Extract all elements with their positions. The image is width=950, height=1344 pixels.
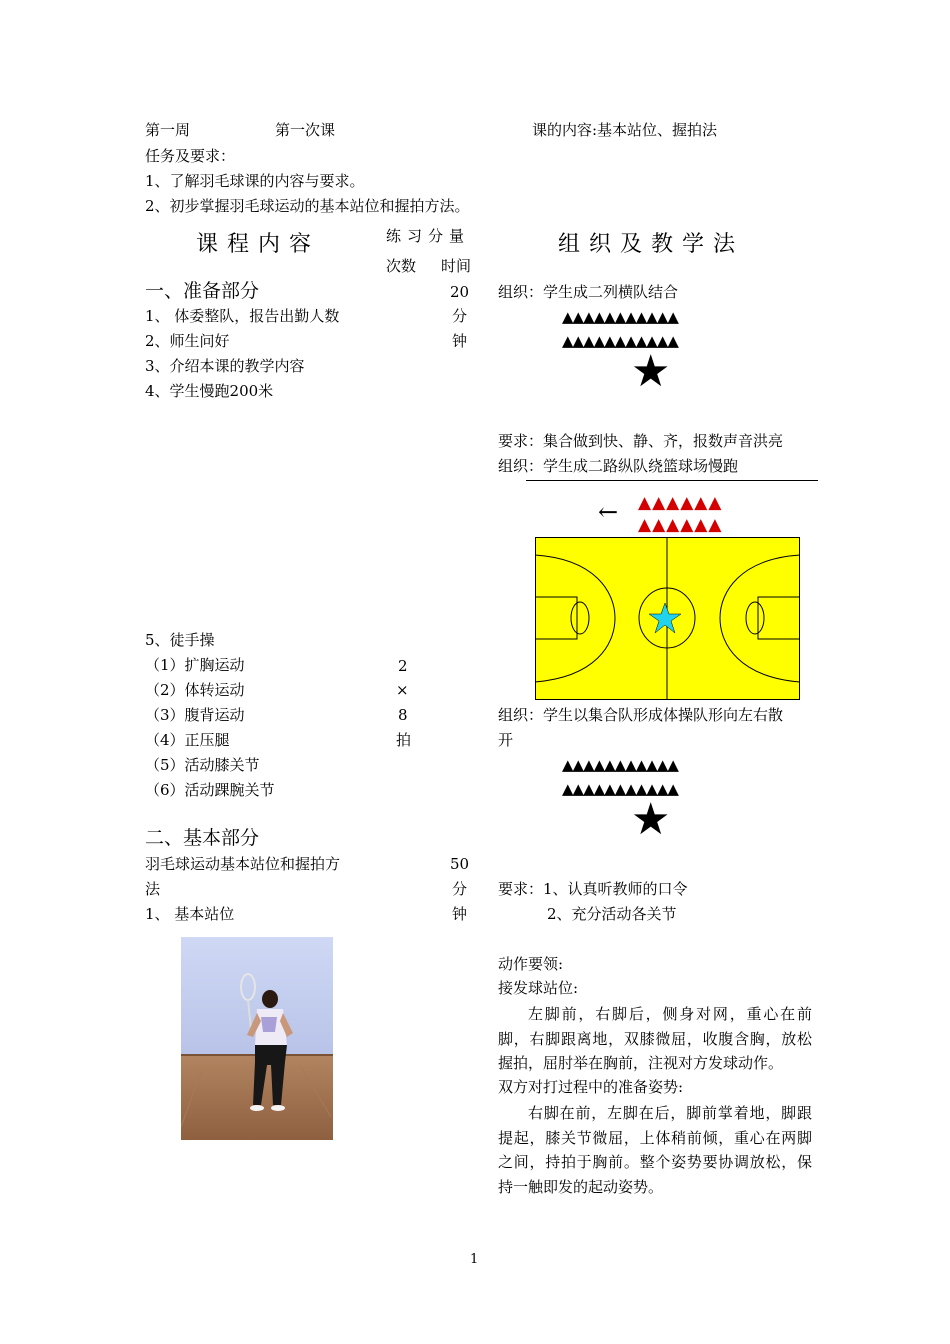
direction-arrow-icon: ← — [598, 498, 619, 526]
org2-label-line-1: 组织：学生以集合队形成体操队形向左右散 — [498, 706, 784, 724]
org2-triangle-row-2: ▲▲▲▲▲▲▲▲▲▲▲ — [562, 780, 678, 798]
exercise-item-4: （4）正压腿 — [145, 731, 230, 749]
exercise-item-3: （3）腹背运动 — [145, 706, 245, 724]
prep-time-value: 20 — [450, 283, 470, 301]
receive-title: 接发球站位: — [498, 979, 579, 997]
exercise-count-3: 8 — [398, 706, 408, 724]
rally-text: 右脚在前，左脚在后，脚前掌着地，脚跟提起，膝关节微屈，上体稍前倾，重心在两脚之间，持拍于胸前。整个姿势要协调放松，保持一触即发的起动姿势。 — [498, 1104, 812, 1196]
exercise-item-6: （6）活动踝腕关节 — [145, 781, 275, 799]
basic-item-1: 1、 基本站位 — [145, 905, 235, 923]
basic-time-unit-2: 钟 — [452, 905, 468, 923]
rally-title: 双方对打过程中的准备姿势: — [498, 1078, 684, 1096]
col-header-organization: 组织及教学法 — [558, 232, 745, 257]
org1-label-2: 组织：学生成二路纵队绕篮球场慢跑 — [498, 457, 739, 475]
col-header-count: 次数 — [386, 257, 417, 275]
col-header-content: 课程内容 — [196, 232, 321, 257]
prep-item-2: 2、师生问好 — [145, 332, 230, 350]
prep-time-unit-1: 分 — [452, 307, 468, 325]
org1-requirement: 要求：集合做到快、静、齐，报数声音洪亮 — [498, 432, 784, 450]
col-header-time: 时间 — [441, 257, 472, 275]
org2-label-line-2: 开 — [498, 731, 514, 749]
week-label: 第一周 — [145, 121, 191, 139]
basic-topic-line-1: 羽毛球运动基本站位和握拍方 — [145, 855, 341, 873]
basic-topic-line-2: 法 — [145, 880, 161, 898]
prep-item-1: 1、 体委整队，报告出勤人数 — [145, 307, 340, 325]
runner-row-2: ▲▲▲▲▲▲ — [638, 515, 723, 535]
prep-item-4: 4、学生慢跑200米 — [145, 382, 274, 400]
org2-req-line-1: 要求：1、认真听教师的口令 — [498, 880, 688, 898]
basic-time-value: 50 — [450, 855, 470, 873]
essentials-title: 动作要领: — [498, 955, 564, 973]
org1-underline — [526, 480, 818, 481]
page-number: 1 — [470, 1252, 479, 1267]
receive-text: 左脚前，右脚后，侧身对网，重心在前脚，右脚跟离地，双膝微屈，收腹含胸，放松握拍，屈肘举在胸前，注视对方发球动作。 — [498, 1005, 812, 1072]
org1-triangle-row-2: ▲▲▲▲▲▲▲▲▲▲▲ — [562, 332, 678, 350]
org1-teacher-star-icon: ★ — [631, 346, 671, 397]
col-header-amount: 练习分量 — [386, 227, 471, 245]
lesson-content: 课的内容:基本站位、握拍法 — [532, 121, 718, 139]
task-item-2: 2、初步掌握羽毛球运动的基本站位和握拍方法。 — [145, 197, 470, 215]
exercise-item-1: （1）扩胸运动 — [145, 656, 245, 674]
exercise-item-5: （5）活动膝关节 — [145, 756, 260, 774]
prep-item-3: 3、介绍本课的教学内容 — [145, 357, 305, 375]
prep-time-unit-2: 钟 — [452, 332, 468, 350]
exercise-title: 5、徒手操 — [145, 631, 215, 649]
exercise-item-2: （2）体转运动 — [145, 681, 245, 699]
exercise-count-1: 2 — [398, 657, 408, 675]
exercise-count-2: × — [396, 681, 409, 699]
prep-title: 一、准备部分 — [145, 280, 260, 302]
org2-req-line-2: 2、充分活动各关节 — [547, 905, 677, 923]
org2-triangle-row-1: ▲▲▲▲▲▲▲▲▲▲▲ — [562, 756, 678, 774]
org2-teacher-star-icon: ★ — [631, 794, 671, 845]
exercise-count-4: 拍 — [396, 731, 412, 749]
basketball-court-diagram — [535, 537, 800, 700]
basic-time-unit-1: 分 — [452, 880, 468, 898]
org1-triangle-row-1: ▲▲▲▲▲▲▲▲▲▲▲ — [562, 308, 678, 326]
tasks-title: 任务及要求： — [145, 147, 236, 165]
runner-row-1: ▲▲▲▲▲▲ — [638, 493, 723, 513]
task-item-1: 1、了解羽毛球课的内容与要求。 — [145, 172, 365, 190]
org1-label: 组织：学生成二列横队结合 — [498, 283, 679, 301]
basic-title: 二、基本部分 — [145, 827, 260, 849]
lesson-label: 第一次课 — [275, 121, 336, 139]
ready-stance-photo — [181, 937, 333, 1140]
